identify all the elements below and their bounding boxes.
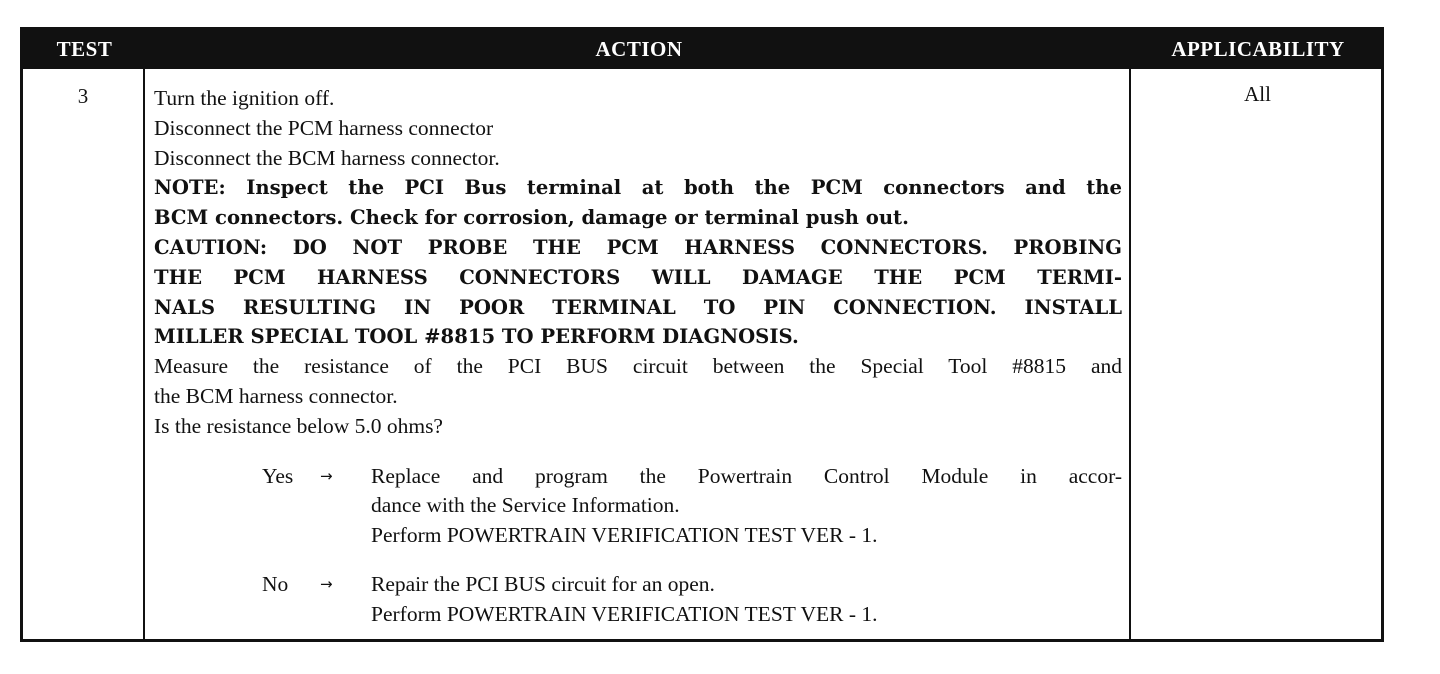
header-test: TEST xyxy=(56,37,113,61)
caution-line: MILLER SPECIAL TOOL #8815 TO PERFORM DIAGNOSIS. xyxy=(154,325,799,349)
action-step: Disconnect the BCM harness connector. xyxy=(154,145,500,170)
arrow-right-icon: → xyxy=(320,574,333,593)
no-label: No xyxy=(262,571,289,596)
no-result-line: Repair the PCI BUS circuit for an open. xyxy=(371,571,715,596)
action-step: Turn the ignition off. xyxy=(154,86,335,110)
applicability-value: All xyxy=(1244,82,1271,106)
yes-result-line: Replace and program the Powertrain Control Module in accor- xyxy=(371,463,1122,488)
header-applicability: APPLICABILITY xyxy=(1171,37,1345,61)
diagnostic-table xyxy=(20,27,1384,642)
measure-line: Measure the resistance of the PCI BUS circuit between the Special Tool #8815 and xyxy=(154,354,1122,379)
caution-line: NALS RESULTING IN POOR TERMINAL TO PIN CONNECTION. INSTALL xyxy=(154,295,1122,319)
caution-line: THE PCM HARNESS CONNECTORS WILL DAMAGE THE PCM TERMI- xyxy=(154,265,1122,289)
measure-line: the BCM harness connector. xyxy=(154,383,398,408)
question: Is the resistance below 5.0 ohms? xyxy=(154,413,443,438)
table-header xyxy=(23,30,1381,69)
action-cell xyxy=(154,84,1122,630)
column-divider xyxy=(143,69,145,639)
no-result-line: Perform POWERTRAIN VERIFICATION TEST VER - 1. xyxy=(371,601,878,626)
outcome-no xyxy=(154,570,1122,630)
yes-result-line: Perform POWERTRAIN VERIFICATION TEST VER - 1. xyxy=(371,523,878,548)
caution-line: CAUTION: DO NOT PROBE THE PCM HARNESS CONNECTORS. PROBING xyxy=(154,235,1122,259)
test-number: 3 xyxy=(77,84,89,108)
yes-label: Yes xyxy=(262,463,294,488)
column-divider xyxy=(1129,69,1131,639)
yes-result-line: dance with the Service Information. xyxy=(371,493,680,518)
arrow-right-icon: → xyxy=(320,466,333,485)
outcome-yes xyxy=(154,462,1122,551)
note-line: NOTE: Inspect the PCI Bus terminal at both the PCM connectors and the xyxy=(154,176,1122,200)
header-action: ACTION xyxy=(595,37,683,61)
action-step: Disconnect the PCM harness connector xyxy=(154,115,494,140)
note-line: BCM connectors. Check for corrosion, damage or terminal push out. xyxy=(154,206,909,230)
